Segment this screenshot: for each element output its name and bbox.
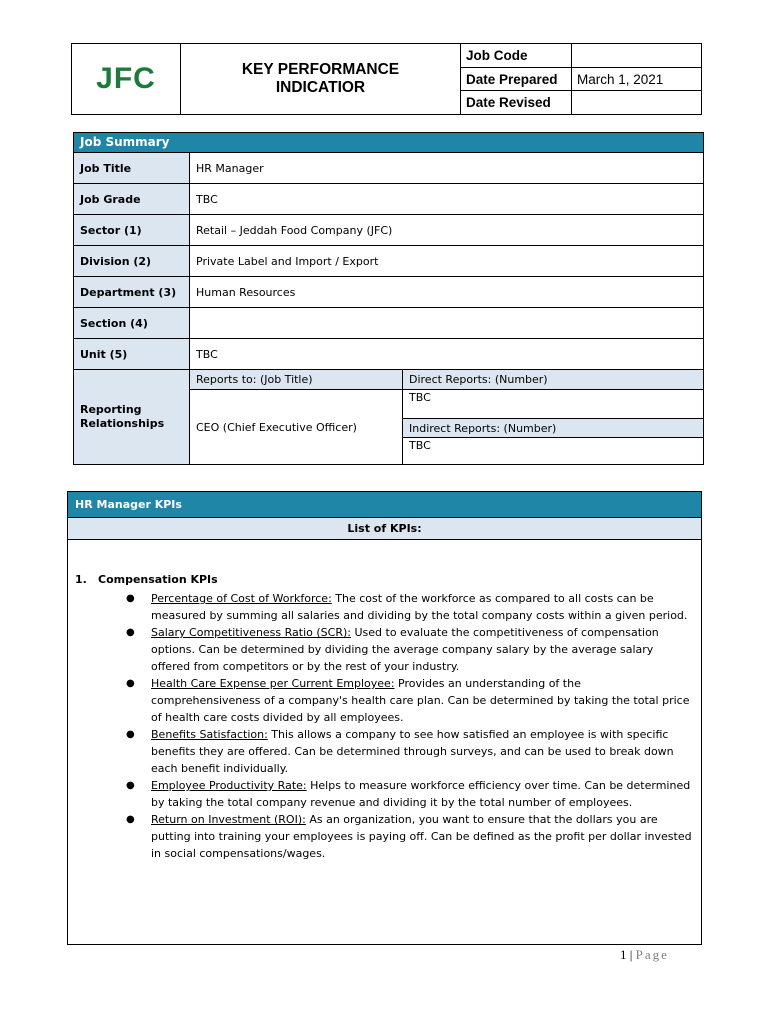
reporting-label bbox=[74, 370, 190, 464]
list-item bbox=[126, 777, 693, 811]
row-value: Retail – Jeddah Food Company (JFC) bbox=[196, 223, 393, 237]
reports-to-value: CEO (Chief Executive Officer) bbox=[196, 420, 357, 434]
logo-text: JFC bbox=[96, 62, 156, 95]
row-label: Department (3) bbox=[74, 277, 190, 307]
section-title: Compensation KPIs bbox=[98, 573, 218, 586]
reports-to-column bbox=[190, 370, 403, 464]
job-summary-table bbox=[73, 132, 704, 465]
section-number: 1. bbox=[75, 573, 87, 586]
kpi-description: Helps to measure workforce efficiency over time. Can be determined by taking the total company revenue and dividing it by the total number of employees. bbox=[151, 779, 691, 809]
list-item bbox=[126, 811, 693, 862]
table-row bbox=[74, 277, 703, 308]
kpi-description: As an organization, you want to ensure that the dollars you are putting into training your employees is paying off. Can be defined as the profit per dollar invested in social compensations/wages. bbox=[151, 813, 692, 860]
kpi-description: Used to evaluate the competitiveness of compensation options. Can be determined by dividing the average company salary by the average salary offered from competitors or by the rest of your industry. bbox=[151, 626, 659, 673]
bullet-icon: ● bbox=[126, 780, 135, 791]
document-title bbox=[181, 44, 461, 114]
kpi-body bbox=[68, 540, 701, 862]
bullet-icon: ● bbox=[126, 678, 135, 689]
date-prepared-value: March 1, 2021 bbox=[577, 71, 664, 87]
bullet-icon: ● bbox=[126, 814, 135, 825]
job-summary-heading: Job Summary bbox=[74, 133, 703, 153]
kpi-name: Health Care Expense per Current Employee: bbox=[151, 677, 395, 690]
table-row bbox=[74, 246, 703, 277]
row-label: Sector (1) bbox=[74, 215, 190, 245]
list-item bbox=[126, 624, 693, 675]
reporting-label-line-2: Relationships bbox=[80, 417, 165, 430]
reports-to-header: Reports to: (Job Title) bbox=[190, 370, 402, 390]
row-value: TBC bbox=[196, 347, 218, 361]
company-logo bbox=[72, 44, 181, 114]
row-label: Unit (5) bbox=[74, 339, 190, 369]
direct-reports-header: Direct Reports: (Number) bbox=[403, 370, 703, 390]
bullet-icon: ● bbox=[126, 593, 135, 604]
document-header bbox=[71, 43, 702, 115]
date-revised-label: Date Revised bbox=[461, 91, 572, 114]
list-item bbox=[126, 590, 693, 624]
bullet-icon: ● bbox=[126, 729, 135, 740]
table-row bbox=[74, 153, 703, 184]
row-value: TBC bbox=[196, 192, 218, 206]
kpi-description: The cost of the workforce as compared to all costs can be measured by summing all salaries and dividing by the total company costs within a given period. bbox=[151, 592, 688, 622]
kpi-description: This allows a company to see how satisfied an employee is with specific benefits they are offered. Can be determined through surveys, and can be used to break down each benefit individually. bbox=[151, 728, 674, 775]
kpi-description: Provides an understanding of the comprehensiveness of a company's health care plan. Can be determined by taking the total price of health care costs divided by all employees. bbox=[151, 677, 690, 724]
row-label: Job Grade bbox=[74, 184, 190, 214]
kpi-name: Salary Competitiveness Ratio (SCR): bbox=[151, 626, 351, 639]
page-separator: | bbox=[626, 947, 636, 962]
reporting-relationships-row bbox=[74, 370, 703, 464]
header-fields bbox=[461, 44, 701, 114]
kpi-name: Employee Productivity Rate: bbox=[151, 779, 307, 792]
table-row bbox=[74, 339, 703, 370]
header-field-row bbox=[461, 68, 701, 92]
kpi-name: Benefits Satisfaction: bbox=[151, 728, 268, 741]
list-item bbox=[126, 675, 693, 726]
header-field-row bbox=[461, 44, 701, 68]
row-label: Job Title bbox=[74, 153, 190, 183]
table-row bbox=[74, 215, 703, 246]
page-word: Page bbox=[635, 947, 669, 962]
reports-count-column bbox=[403, 370, 703, 464]
row-label: Division (2) bbox=[74, 246, 190, 276]
row-value bbox=[190, 308, 703, 338]
kpi-list bbox=[75, 590, 693, 862]
indirect-reports-value: TBC bbox=[409, 439, 431, 452]
kpi-section-heading bbox=[75, 571, 693, 588]
row-value: HR Manager bbox=[196, 161, 264, 175]
direct-reports-value: TBC bbox=[403, 390, 703, 419]
reporting-label-line-1: Reporting bbox=[80, 403, 142, 416]
row-value: Human Resources bbox=[196, 285, 296, 299]
kpi-heading: HR Manager KPIs bbox=[68, 492, 701, 518]
job-code-value bbox=[572, 44, 701, 67]
row-value: Private Label and Import / Export bbox=[196, 254, 379, 268]
header-field-row bbox=[461, 91, 701, 114]
table-row bbox=[74, 308, 703, 339]
table-row bbox=[74, 184, 703, 215]
indirect-reports-header: Indirect Reports: (Number) bbox=[403, 419, 703, 438]
row-label: Section (4) bbox=[74, 308, 190, 338]
page-number: 1 bbox=[620, 947, 627, 962]
title-line-1: KEY PERFORMANCE bbox=[241, 61, 400, 78]
date-revised-value bbox=[572, 91, 701, 114]
kpi-box bbox=[67, 491, 702, 945]
kpi-list-heading: List of KPIs: bbox=[68, 518, 701, 540]
page-footer bbox=[620, 947, 669, 963]
title-line-2: INDICATIOR bbox=[275, 79, 366, 96]
kpi-name: Return on Investment (ROI): bbox=[151, 813, 306, 826]
date-prepared-label: Date Prepared bbox=[461, 68, 572, 91]
kpi-name: Percentage of Cost of Workforce: bbox=[151, 592, 332, 605]
job-code-label: Job Code bbox=[461, 44, 572, 67]
bullet-icon: ● bbox=[126, 627, 135, 638]
list-item bbox=[126, 726, 693, 777]
